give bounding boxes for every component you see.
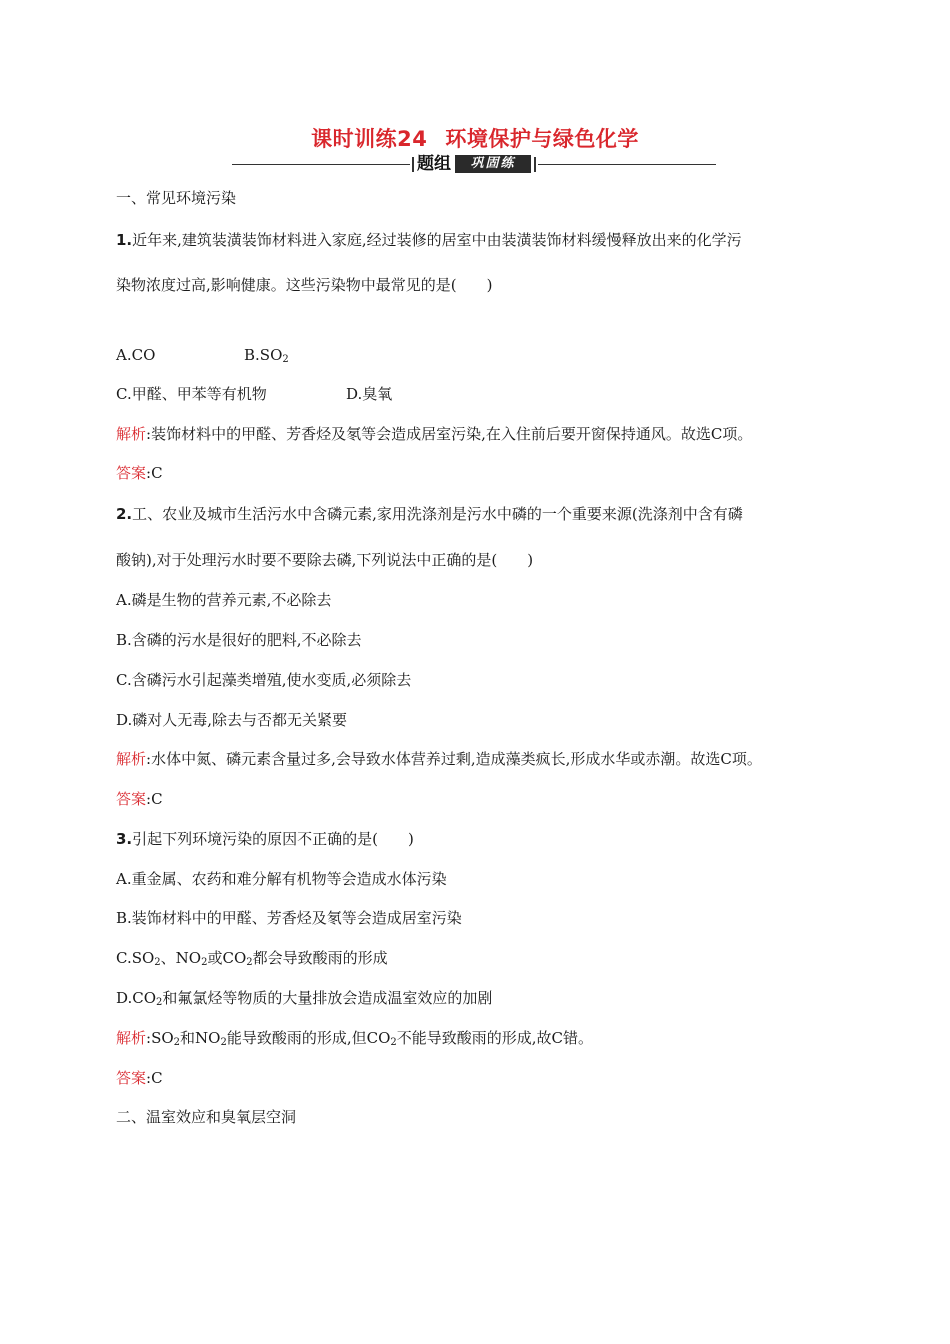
q3-answer-label: 答案 [116,1069,147,1087]
q2-option-d: D.磷对人无毒,除去与否都无关紧要 [116,711,348,729]
q3-option-a: A.重金属、农药和难分解有机物等会造成水体污染 [116,870,447,888]
q1-answer-label: 答案 [116,464,147,482]
q3-option-d: $D.CO_2$和氟氯烃等物质的大量排放会造成温室效应的加剧 [116,989,493,1008]
q1-analysis: 解析:装饰材料中的甲醛、芳香烃及氡等会造成居室污染,在入住前后要开窗保持通风。故选C项。 [116,425,753,443]
q2-analysis: 解析:水体中氮、磷元素含量过多,会导致水体营养过剩,造成藻类疯长,形成水华或赤潮。故选C项。 [116,750,762,768]
banner-rule-right [538,164,716,165]
banner-bar-right [534,157,536,172]
q3-analysis-label: 解析 [116,1029,147,1047]
banner-rule-left [232,164,410,165]
banner-label: 题组 [417,154,451,174]
page-title [0,124,950,154]
q3-answer: 答案:C [116,1069,163,1087]
q2-stem-line2: 酸钠),对于处理污水时要不要除去磷,下列说法中正确的是( ) [116,551,534,569]
q1-options-row2 [116,383,716,405]
section-heading-1: 一、常见环境污染 [116,189,237,207]
section-banner [232,153,716,175]
section-heading-2: 二、温室效应和臭氧层空洞 [116,1108,297,1126]
q1-option-c: C.甲醛、甲苯等有机物 [116,385,267,403]
q2-answer-label: 答案 [116,790,147,808]
q3-stem: 3.引起下列环境污染的原因不正确的是( ) [116,830,414,848]
q3-number: 3. [116,830,133,848]
q2-option-a: A.磷是生物的营养元素,不必除去 [116,591,332,609]
q3-option-b: B.装饰材料中的甲醛、芳香烃及氡等会造成居室污染 [116,909,462,927]
q2-stem-line1: 2.工、农业及城市生活污水中含磷元素,家用洗涤剂是污水中磷的一个重要来源(洗涤剂中含有磷 [116,505,743,523]
title-main: 课时训练24 [311,127,428,151]
q1-stem-line1: 1.近年来,建筑装潢装饰材料进入家庭,经过装修的居室中由装潢装饰材料缓慢释放出来的化学污 [116,231,742,249]
q1-stem-line2: 染物浓度过高,影响健康。这些污染物中最常见的是( ) [116,276,493,294]
q1-options-row1 [116,344,716,366]
q1-number: 1. [116,231,133,249]
q1-option-b: $B.SO_2$ [244,346,289,365]
q1-analysis-label: 解析 [116,425,147,443]
q3-option-c: $C.SO_2$、$NO_2$或$CO_2$都会导致酸雨的形成 [116,949,388,968]
q1-answer: 答案:C [116,464,163,482]
banner-bar-left [412,157,414,172]
q2-option-c: C.含磷污水引起藻类增殖,使水变质,必须除去 [116,671,412,689]
title-sub: 环境保护与绿色化学 [445,127,639,151]
q2-option-b: B.含磷的污水是很好的肥料,不必除去 [116,631,362,649]
q2-answer: 答案:C [116,790,163,808]
q2-analysis-label: 解析 [116,750,147,768]
q2-number: 2. [116,505,133,523]
q3-analysis: 解析$:SO_2$和$NO_2$能导致酸雨的形成,但$CO_2$不能导致酸雨的形成,故C错。 [116,1029,594,1048]
q1-option-d: D.臭氧 [346,385,393,403]
banner-badge: 巩固练 [455,155,531,173]
q1-option-a: A.CO [116,346,156,364]
